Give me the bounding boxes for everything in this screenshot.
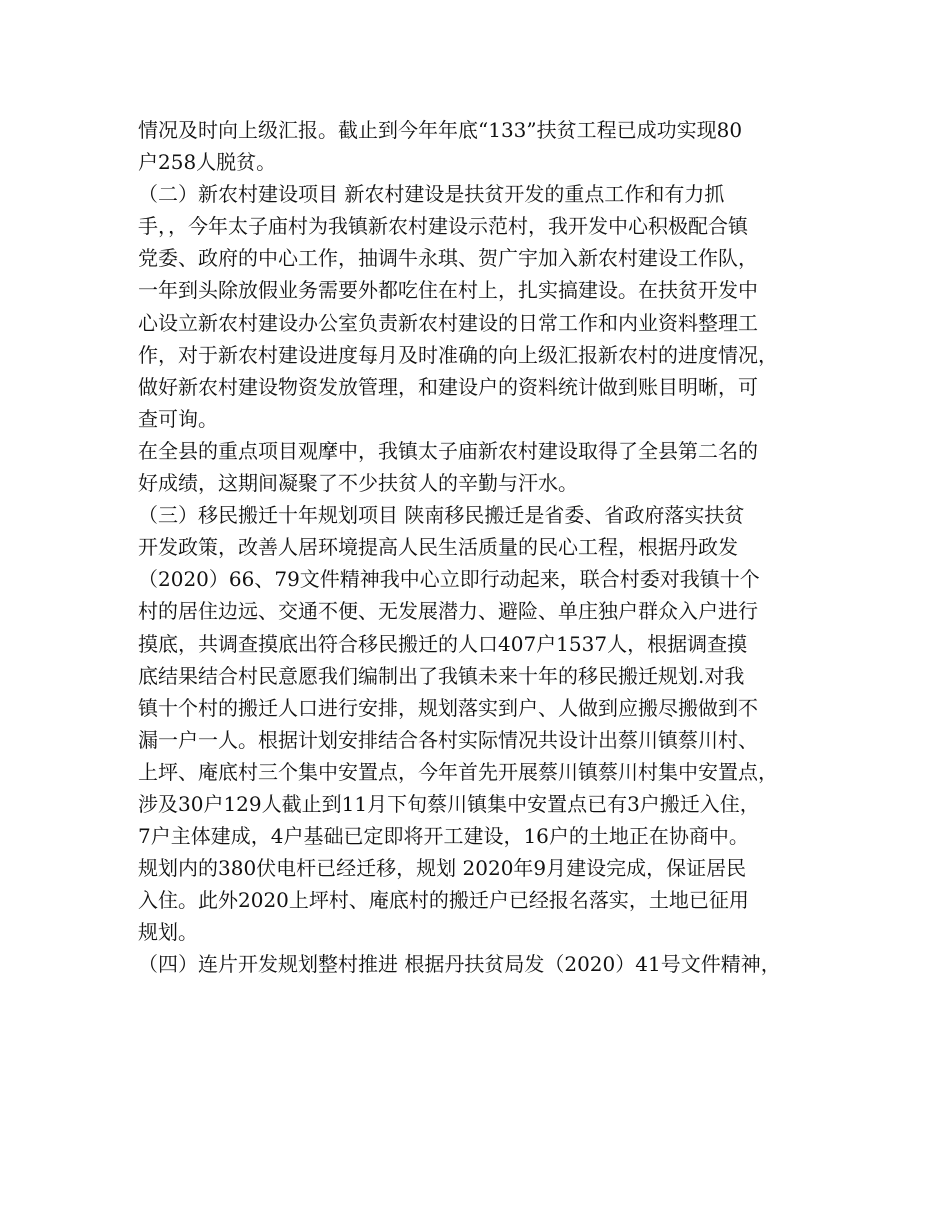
text-line: 开发政策，改善人居环境提高人民生活质量的民心工程，根据丹政发 <box>138 535 738 560</box>
text-line: （三）移民搬迁十年规划项目 陕南移民搬迁是省委、省政府落实扶贫 <box>138 503 745 528</box>
text-line: 一年到头除放假业务需要外都吃住在村上，扎实搞建设。在扶贫开发中 <box>138 278 758 303</box>
text-line: 底结果结合村民意愿我们编制出了我镇未来十年的移民搬迁规划.对我 <box>138 663 745 688</box>
text-line: 作，对于新农村建设进度每月及时准确的向上级汇报新农村的进度情况， <box>138 342 778 367</box>
text-line: 上坪、庵底村三个集中安置点，今年首先开展蔡川镇蔡川村集中安置点， <box>138 759 778 784</box>
text-line: 镇十个村的搬迁人口进行安排，规划落实到户、人做到应搬尽搬做到不 <box>138 695 758 720</box>
text-line: （2020）66、79文件精神我中心立即行动起来，联合村委对我镇十个 <box>138 567 760 592</box>
text-line: （二）新农村建设项目 新农村建设是扶贫开发的重点工作和有力抓 <box>138 182 725 207</box>
body-text <box>138 114 828 981</box>
text-line: 入住。此外2020上坪村、庵底村的搬迁户已经报名落实，土地已征用 <box>138 888 749 913</box>
text-line: 户258人脱贫。 <box>138 150 277 175</box>
text-line: 规划。 <box>138 920 198 945</box>
text-line: 情况及时向上级汇报。截止到今年年底“133”扶贫工程已成功实现80 <box>138 118 743 142</box>
text-line: 规划内的380伏电杆已经迁移，规划 2020年9月建设完成，保证居民 <box>138 856 747 881</box>
text-line: 在全县的重点项目观摩中，我镇太子庙新农村建设取得了全县第二名的 <box>138 438 758 463</box>
text-line: 手，，今年太子庙村为我镇新农村建设示范村，我开发中心积极配合镇 <box>138 214 748 239</box>
text-line: 7户主体建成，4户基础已定即将开工建设，16户的土地正在协商中。 <box>138 824 749 849</box>
text-line: 好成绩，这期间凝聚了不少扶贫人的辛勤与汗水。 <box>138 471 578 496</box>
text-line: 村的居住边远、交通不便、无发展潜力、避险、单庄独户群众入户进行 <box>138 599 758 624</box>
text-line: 做好新农村建设物资发放管理，和建设户的资料统计做到账目明晰，可 <box>138 374 758 399</box>
text-line: 党委、政府的中心工作，抽调牛永琪、贺广宇加入新农村建设工作队， <box>138 246 758 271</box>
text-line: 漏一户一人。根据计划安排结合各村实际情况共设计出蔡川镇蔡川村、 <box>138 727 758 752</box>
text-line: 摸底，共调查摸底出符合移民搬迁的人口407户1537人，根据调查摸 <box>138 631 748 656</box>
text-line: 涉及30户129人截止到11月下旬蔡川镇集中安置点已有3户搬迁入住， <box>138 791 760 816</box>
text-line: （四）连片开发规划整村推进 根据丹扶贫局发（2020）41号文件精神， <box>138 952 781 977</box>
text-line: 心设立新农村建设办公室负责新农村建设的日常工作和内业资料整理工 <box>138 310 758 335</box>
text-line: 查可询。 <box>138 406 218 431</box>
